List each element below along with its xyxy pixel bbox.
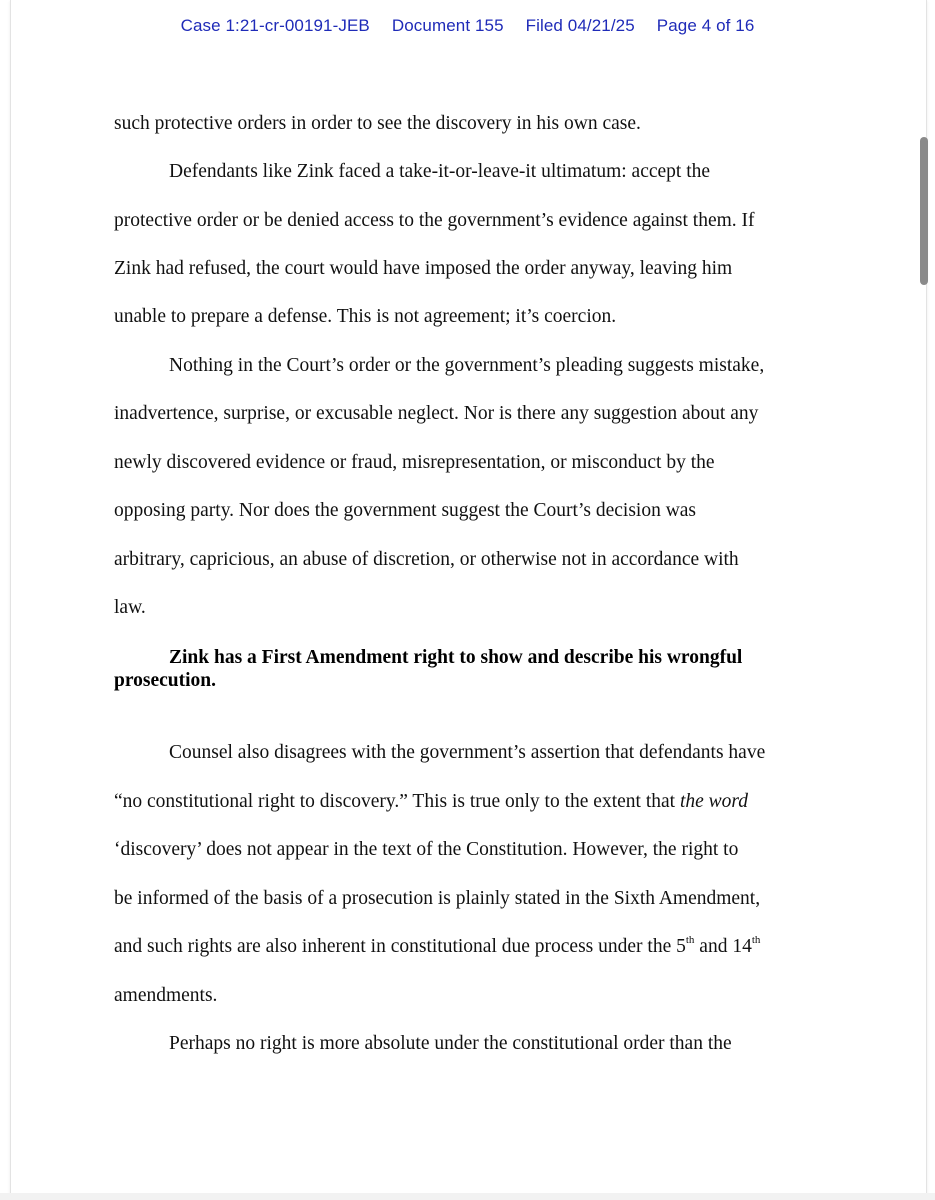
superscript: th [685,933,695,946]
text-line: opposing party. Nor does the government suggest the Court’s decision was [114,500,697,521]
text-line: unable to prepare a defense. This is not agreement; it’s coercion. [114,306,617,327]
text-line: Nothing in the Court’s order or the government’s pleading suggests mistake, [169,355,765,376]
text-line: ‘discovery’ does not appear in the text of the Constitution. However, the right to [114,839,739,860]
heading-line-2: prosecution. [114,670,217,691]
text-line: Counsel also disagrees with the government’s assertion that defendants have [169,742,766,763]
text-line: such protective orders in order to see the discovery in his own case. [114,113,641,134]
page-gap [0,1193,935,1200]
text-line: Perhaps no right is more absolute under the constitutional order than the [169,1033,732,1054]
text-line: law. [114,597,146,618]
text-line: newly discovered evidence or fraud, misrepresentation, or misconduct by the [114,452,715,473]
superscript: th [751,933,761,946]
filed-date: Filed 04/21/25 [525,16,635,35]
text-line: Defendants like Zink faced a take-it-or-leave-it ultimatum: accept the [169,161,711,182]
heading-line-1: Zink has a First Amendment right to show and describe his wrongful [169,647,743,668]
text-span: “no constitutional right to discovery.” This is true only to the extent that [114,791,680,812]
section-heading [114,646,834,692]
text-line: amendments. [114,985,218,1006]
text-line: protective order or be denied access to the government’s evidence against them. If [114,210,755,231]
text-span: and such rights are also inherent in constitutional due process under the 5 [114,936,686,957]
text-line [114,790,748,814]
text-line: inadvertence, surprise, or excusable neglect. Nor is there any suggestion about any [114,403,759,424]
document-number: Document 155 [391,16,504,35]
scrollbar-thumb[interactable] [920,137,928,285]
italic-text: the word [679,791,749,812]
text-line: Zink had refused, the court would have imposed the order anyway, leaving him [114,258,733,279]
case-number: Case 1:21-cr-00191-JEB [180,16,370,35]
ecf-header [0,16,935,36]
page-number: Page 4 of 16 [656,16,755,35]
text-line: arbitrary, capricious, an abuse of discretion, or otherwise not in accordance with [114,549,739,570]
text-span: and 14 [694,936,752,957]
text-line [114,935,760,959]
text-line: be informed of the basis of a prosecution is plainly stated in the Sixth Amendment, [114,888,761,909]
